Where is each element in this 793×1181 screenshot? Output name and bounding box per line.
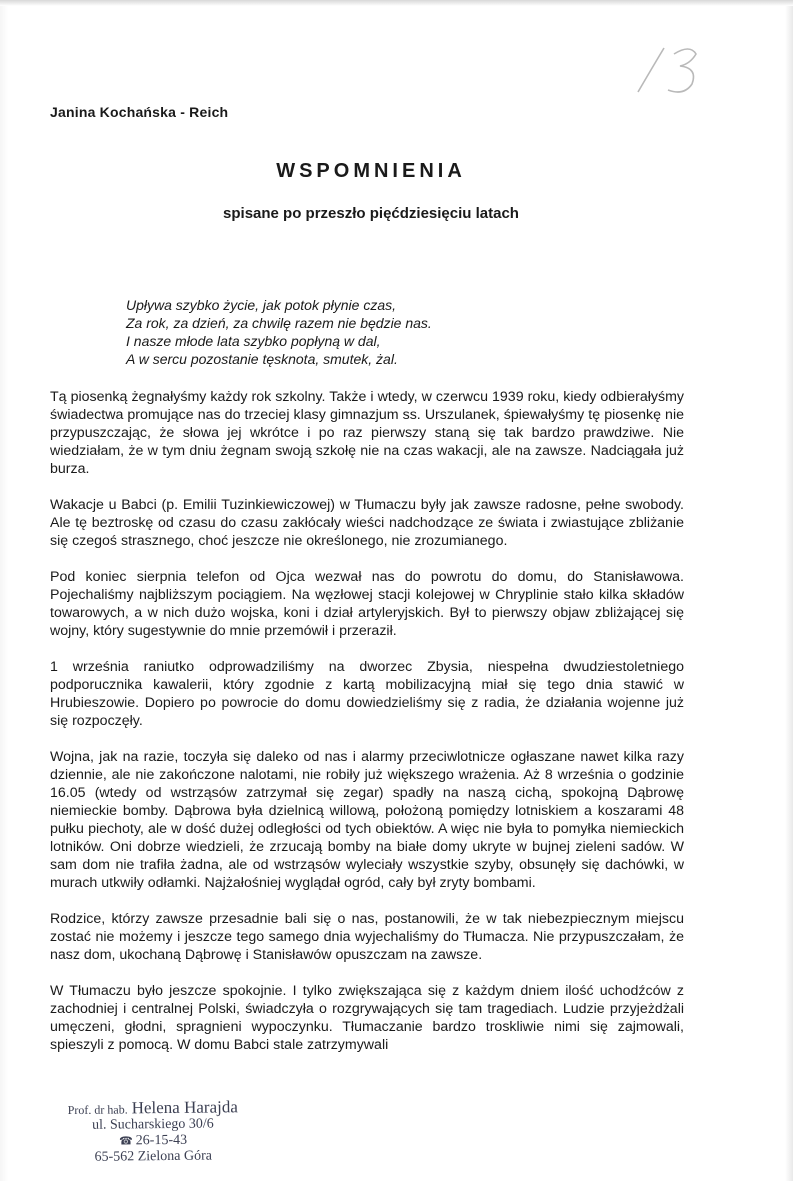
document-subtitle: spisane po przeszło pięćdziesięciu latach <box>223 205 519 222</box>
paragraph: Rodzice, którzy zawsze przesadnie bali się o nas, postanowili, że w tak niebezpiecznym miejscu zostać nie możemy i jeszcze tego samego dnia wyjechaliśmy do Tłumacza. Nie przypuszczałam, że nasz dom, ukochaną Dąbrowę i Stanisławów opuszczam na zawsze. <box>50 911 684 963</box>
stamp-phone: 26-15-43 <box>135 1132 188 1149</box>
document-title: WSPOMNIENIA <box>276 160 466 182</box>
paragraph: Pod koniec sierpnia telefon od Ojca wezwał nas do powrotu do domu, do Stanisławowa. Pojechaliśmy najbliższym pociągiem. Na węzłowej stacji kolejowej w Chryplinie stało kilka składów towarowych, a w nich dużo wojska, koni i dział artyleryjskich. Był to pierwszy objaw zbliżającej się wojny, który sugestywnie do mnie przemówił i przeraził. <box>50 569 684 639</box>
poem-line: A w sercu pozostanie tęsknota, smutek, żal. <box>126 351 398 367</box>
paragraph: Wakacje u Babci (p. Emilii Tuzinkiewiczowej) w Tłumaczu były jak zawsze radosne, pełne swobody. Ale tę beztroskę od czasu do czasu zakłócały wieści nadchodzące ze świata i zwiastujące zbliżanie się czegoś strasznego, choć jeszcze nie określonego, nie zrozumianego. <box>50 497 684 549</box>
address-stamp <box>58 1099 279 1166</box>
stamp-name: Helena Harajda <box>131 1097 238 1118</box>
poem-line: Za rok, za dzień, za chwilę razem nie będzie nas. <box>126 315 432 331</box>
poem-line: I nasze młode lata szybko popłyną w dal, <box>126 333 381 349</box>
poem-epigraph <box>126 296 432 368</box>
stamp-title: Prof. dr hab. <box>67 1102 128 1118</box>
paragraph: Tą piosenką żegnałyśmy każdy rok szkolny. Także i wtedy, w czerwcu 1939 roku, kiedy odbierałyśmy świadectwa promujące nas do trzeciej klasy gimnazjum ss. Urszulanek, śpiewałyśmy tę piosenkę nie przypuszczając, że słowa jej wkrótce i po raz pierwszy staną się tak bardzo prawdziwe. Nie wiedziałam, że w tym dniu żegnam swoją szkołę nie na czas wakacji, ale na zawsze. Nadciągała już burza. <box>50 389 684 477</box>
memoir-body <box>50 388 684 1054</box>
paragraph: Wojna, jak na razie, toczyła się daleko od nas i alarmy przeciwlotnicze ogłaszane nawet kilka razy dziennie, ale nie zakończone nalotami, nie robiły już większego wrażenia. Aż 8 września o godzinie 16.05 (wtedy od wstrząsów zatrzymał się zegar) spadły na naszą cichą, spokojną Dąbrowę niemieckie bomby. Dąbrowa była dzielnicą willową, położoną pomiędzy lotniskiem a koszarami 48 pułku piechoty, ale w dość dużej odległości od tych obiektów. A więc nie była to pomyłka niemieckich lotników. Oni dobrze wiedzieli, że zrzucają bomby na białe domy ukryte w bujnej zieleni sadów. W sam dom nie trafiła żadna, ale od wstrząsów wyleciały wszystkie szyby, obsunęły się dachówki, w murach utkwiły odłamki. Najżałośniej wyglądał ogród, cały był zryty bombami. <box>50 749 684 891</box>
paragraph: W Tłumaczu było jeszcze spokojnie. I tylko zwiększająca się z każdym dniem ilość uchodźców z zachodniej i centralnej Polski, świadczyła o rozgrywających się tam tragediach. Ludzie przyjeżdżali umęczeni, głodni, spragnieni wypoczynku. Tłumaczanie bardzo troskliwie nimi się zajmowali, spieszyli z pomocą. W domu Babci stale zatrzymywali <box>50 983 684 1053</box>
poem-line: Upływa szybko życie, jak potok płynie czas, <box>126 297 396 313</box>
stamp-name-line <box>58 1099 248 1118</box>
stamp-street: ul. Sucharskiego 30/6 <box>91 1116 214 1133</box>
scan-edge <box>0 0 793 6</box>
author-name: Janina Kochańska - Reich <box>50 104 229 120</box>
stamp-phone-line <box>58 1132 248 1150</box>
telephone-icon: ☎ <box>119 1135 133 1148</box>
handwritten-page-number <box>630 40 720 100</box>
stamp-city: 65-562 Zielona Góra <box>94 1148 213 1165</box>
paragraph: 1 września raniutko odprowadziliśmy na dworzec Zbysia, niespełna dwudziestoletniego podporucznika kawalerii, który zgodnie z kartą mobilizacyjną miał się tego dnia stawić w Hrubieszowie. Dopiero po powrocie do domu dowiedzieliśmy się z radia, że działania wojenne już się rozpoczęły. <box>50 659 684 729</box>
